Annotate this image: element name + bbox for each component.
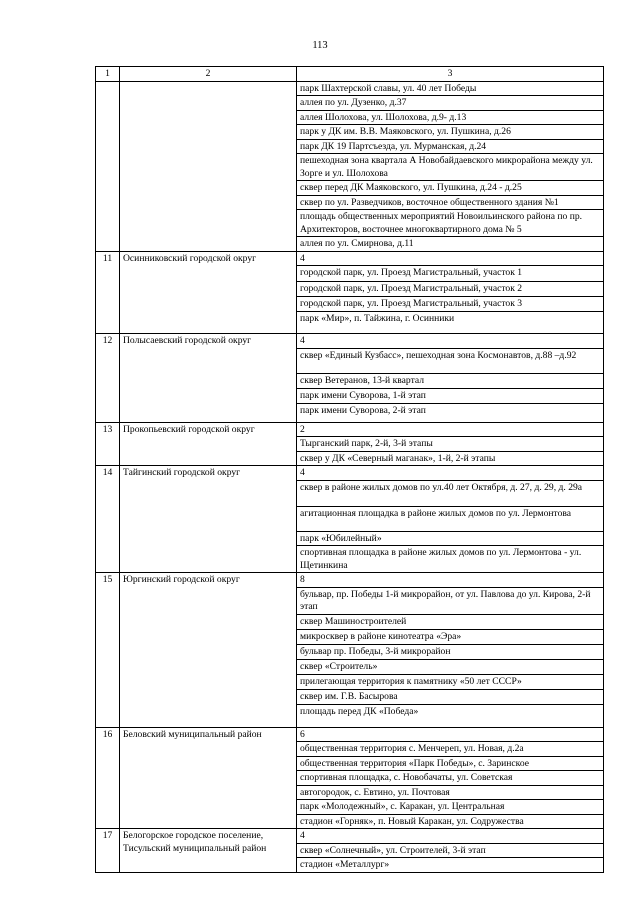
territory-cell: общественная территория «Парк Победы», с. Заринское xyxy=(297,756,604,771)
table-row xyxy=(96,573,604,588)
territory-cell: сквер «Солнечный», ул. Строителей, 3-й этап xyxy=(297,843,604,858)
territory-cell: парк у ДК им. В.В. Маяковского, ул. Пушкина, д.26 xyxy=(297,125,604,140)
territory-cell: сквер в районе жилых домов по ул.40 лет Октября, д. 27, д. 29, д. 29а xyxy=(297,480,604,506)
territory-cell: парк имени Суворова, 1-й этап xyxy=(297,388,604,403)
territory-cell: аллея по ул. Смирнова, д.11 xyxy=(297,237,604,252)
territory-cell: стадион «Горняк», п. Новый Каракан, ул. Содружества xyxy=(297,814,604,829)
row-number-cell: 17 xyxy=(96,829,120,873)
territory-cell: городской парк, ул. Проезд Магистральный, участок 3 xyxy=(297,297,604,312)
territory-cell: площадь перед ДК «Победа» xyxy=(297,704,604,727)
header-cell: 3 xyxy=(297,67,604,82)
municipality-cell: Прокопьевский городской округ xyxy=(120,422,297,466)
table-header-row xyxy=(96,67,604,82)
header-cell: 1 xyxy=(96,67,120,82)
table-row xyxy=(96,334,604,349)
row-number-cell: 14 xyxy=(96,466,120,573)
municipality-cell: Белогорское городское поселение, Тисульский муниципальный район xyxy=(120,829,297,873)
count-cell: 4 xyxy=(297,251,604,266)
territory-cell: парк «Молодежный», с. Каракан, ул. Центральная xyxy=(297,800,604,815)
row-number-cell xyxy=(96,81,120,251)
table-row xyxy=(96,251,604,266)
table-row xyxy=(96,466,604,481)
territory-cell: стадион «Металлург» xyxy=(297,858,604,873)
territory-cell: парк Шахтерской славы, ул. 40 лет Победы xyxy=(297,81,604,96)
count-cell: 4 xyxy=(297,466,604,481)
territories-table xyxy=(95,66,604,873)
territory-cell: пешеходная зона квартала А Новобайдаевского микрорайона между ул. Зорге и ул. Шолохова xyxy=(297,154,604,181)
territory-cell: прилегающая территория к памятнику «50 лет СССР» xyxy=(297,674,604,689)
municipality-cell: Юргинский городской округ xyxy=(120,573,297,728)
territory-cell: парк «Мир», п. Тайжина, г. Осинники xyxy=(297,312,604,334)
territory-cell: агитационная площадка в районе жилых домов по ул. Лермонтова xyxy=(297,506,604,531)
territory-cell: спортивная площадка в районе жилых домов по ул. Лермонтова - ул. Щетинкина xyxy=(297,546,604,573)
table-row xyxy=(96,727,604,742)
count-cell: 6 xyxy=(297,727,604,742)
count-cell: 4 xyxy=(297,829,604,844)
municipality-cell xyxy=(120,81,297,251)
count-cell: 4 xyxy=(297,334,604,349)
territory-cell: спортивная площадка, с. Новобачаты, ул. Советская xyxy=(297,771,604,786)
territory-cell: городской парк, ул. Проезд Магистральный, участок 1 xyxy=(297,266,604,282)
territory-cell: сквер у ДК «Северный маганак», 1-й, 2-й этапы xyxy=(297,451,604,466)
territory-cell: городской парк, ул. Проезд Магистральный, участок 2 xyxy=(297,282,604,297)
territory-cell: бульвар, пр. Победы 1-й микрорайон, от ул. Павлова до ул. Кирова, 2-й этап xyxy=(297,587,604,614)
territory-cell: парк «Юбилейный» xyxy=(297,531,604,546)
territory-cell: сквер по ул. Разведчиков, восточное общественного здания №1 xyxy=(297,195,604,210)
territory-cell: площадь общественных мероприятий Новоильинского района по пр. Архитекторов, восточнее многоквартирного дома № 5 xyxy=(297,210,604,237)
territory-cell: бульвар пр. Победы, 3-й микрорайон xyxy=(297,644,604,659)
municipality-cell: Тайгинский городской округ xyxy=(120,466,297,573)
territory-cell: общественная территория с. Менчереп, ул. Новая, д.2а xyxy=(297,742,604,757)
territory-cell: аллея по ул. Дузенко, д.37 xyxy=(297,96,604,111)
territory-cell: сквер «Единый Кузбасс», пешеходная зона Космонавтов, д.88 –д.92 xyxy=(297,348,604,373)
municipality-cell: Осинниковский городской округ xyxy=(120,251,297,334)
table-row xyxy=(96,829,604,844)
count-cell: 2 xyxy=(297,422,604,437)
row-number-cell: 13 xyxy=(96,422,120,466)
municipality-cell: Полысаевский городской округ xyxy=(120,334,297,423)
territory-cell: аллея Шолохова, ул. Шолохова, д.9- д.13 xyxy=(297,110,604,125)
territory-cell: сквер перед ДК Маяковского, ул. Пушкина, д.24 - д.25 xyxy=(297,181,604,196)
municipality-cell: Беловский муниципальный район xyxy=(120,727,297,829)
territory-cell: сквер им. Г.В. Басырова xyxy=(297,689,604,704)
territory-cell: парк имени Суворова, 2-й этап xyxy=(297,403,604,422)
territory-cell: автогородок, с. Евтино, ул. Почтовая xyxy=(297,785,604,800)
table-row xyxy=(96,81,604,96)
count-cell: 8 xyxy=(297,573,604,588)
table-row xyxy=(96,422,604,437)
territory-cell: сквер «Строитель» xyxy=(297,659,604,674)
row-number-cell: 12 xyxy=(96,334,120,423)
territory-cell: сквер Машиностроителей xyxy=(297,614,604,629)
territory-cell: микросквер в районе кинотеатра «Эра» xyxy=(297,629,604,644)
row-number-cell: 16 xyxy=(96,727,120,829)
page-number: 113 xyxy=(312,40,328,51)
territory-cell: сквер Ветеранов, 13-й квартал xyxy=(297,373,604,388)
row-number-cell: 11 xyxy=(96,251,120,334)
territory-cell: парк ДК 19 Партсъезда, ул. Мурманская, д.24 xyxy=(297,139,604,154)
header-cell: 2 xyxy=(120,67,297,82)
row-number-cell: 15 xyxy=(96,573,120,728)
territory-cell: Тырганский парк, 2-й, 3-й этапы xyxy=(297,437,604,452)
